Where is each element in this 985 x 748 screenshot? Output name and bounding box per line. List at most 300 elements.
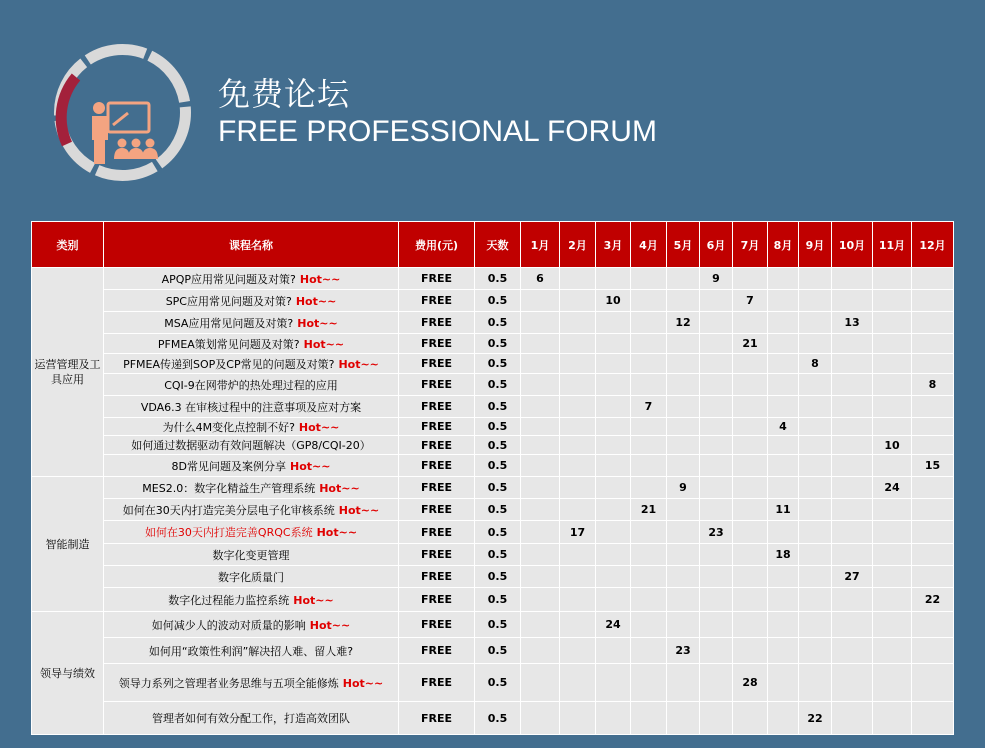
fee-cell: FREE (399, 396, 475, 418)
month-date-cell (631, 588, 667, 612)
month-date-cell (912, 312, 954, 334)
fee-cell: FREE (399, 477, 475, 499)
course-name: 管理者如何有效分配工作，打造高效团队 (152, 712, 350, 725)
hot-badge: Hot~~ (295, 294, 337, 308)
month-date-cell: 24 (873, 477, 912, 499)
month-date-cell (521, 664, 560, 702)
month-date-cell (667, 664, 700, 702)
column-header: 8月 (768, 222, 799, 268)
days-cell: 0.5 (475, 436, 521, 455)
fee-cell: FREE (399, 499, 475, 521)
column-header: 12月 (912, 222, 954, 268)
month-date-cell (733, 566, 768, 588)
month-date-cell (631, 418, 667, 436)
hot-badge: Hot~~ (309, 618, 351, 632)
month-date-cell: 12 (667, 312, 700, 334)
month-date-cell (596, 374, 631, 396)
month-date-cell (768, 354, 799, 374)
month-date-cell (912, 544, 954, 566)
days-cell: 0.5 (475, 312, 521, 334)
month-date-cell (667, 544, 700, 566)
month-date-cell (700, 455, 733, 477)
month-date-cell (799, 312, 832, 334)
course-name-cell (104, 396, 399, 418)
month-date-cell: 21 (733, 334, 768, 354)
days-cell: 0.5 (475, 612, 521, 638)
month-date-cell (667, 290, 700, 312)
month-date-cell (560, 374, 596, 396)
month-date-cell (733, 268, 768, 290)
month-date-cell (799, 544, 832, 566)
column-header: 1月 (521, 222, 560, 268)
month-date-cell (631, 544, 667, 566)
course-name: PFMEA传递到SOP及CP常见的问题及对策? (123, 357, 335, 371)
month-date-cell (560, 612, 596, 638)
table-row (32, 638, 954, 664)
fee-cell: FREE (399, 290, 475, 312)
month-date-cell (832, 638, 873, 664)
course-name: 如何在30天内打造完善QRQC系统 (144, 526, 313, 539)
month-date-cell (521, 436, 560, 455)
month-date-cell: 8 (799, 354, 832, 374)
table-header-row (32, 222, 954, 268)
month-date-cell (667, 566, 700, 588)
month-date-cell (596, 312, 631, 334)
course-name-cell (104, 354, 399, 374)
month-date-cell (912, 354, 954, 374)
fee-cell: FREE (399, 566, 475, 588)
month-date-cell (768, 268, 799, 290)
course-name: MSA应用常见问题及对策? (164, 316, 294, 330)
month-date-cell: 7 (733, 290, 768, 312)
month-date-cell (832, 702, 873, 735)
days-cell: 0.5 (475, 374, 521, 396)
month-date-cell (832, 477, 873, 499)
month-date-cell (596, 544, 631, 566)
month-date-cell (768, 334, 799, 354)
hot-badge: Hot~~ (338, 357, 379, 371)
month-date-cell (521, 290, 560, 312)
fee-cell: FREE (399, 702, 475, 735)
month-date-cell (912, 702, 954, 735)
month-date-cell (700, 566, 733, 588)
month-date-cell (667, 702, 700, 735)
month-date-cell (700, 477, 733, 499)
month-date-cell (521, 499, 560, 521)
month-date-cell (832, 396, 873, 418)
days-cell: 0.5 (475, 290, 521, 312)
month-date-cell (700, 588, 733, 612)
month-date-cell (873, 334, 912, 354)
fee-cell: FREE (399, 664, 475, 702)
month-date-cell (873, 312, 912, 334)
course-name-cell (104, 374, 399, 396)
course-name: PFMEA策划常见问题及对策? (157, 337, 300, 351)
month-date-cell (700, 544, 733, 566)
month-date-cell (873, 396, 912, 418)
fee-cell: FREE (399, 334, 475, 354)
month-date-cell (700, 664, 733, 702)
hot-badge: Hot~~ (299, 272, 341, 286)
presentation-icon (50, 40, 195, 185)
category-cell: 智能制造 (32, 477, 104, 612)
month-date-cell (596, 396, 631, 418)
month-date-cell (667, 374, 700, 396)
table-row (32, 418, 954, 436)
course-name: VDA6.3 在审核过程中的注意事项及应对方案 (140, 400, 362, 414)
course-name: MES2.0：数字化精益生产管理系统 (142, 481, 316, 495)
month-date-cell (912, 664, 954, 702)
month-date-cell (912, 290, 954, 312)
month-date-cell (873, 374, 912, 396)
fee-cell: FREE (399, 418, 475, 436)
month-date-cell (631, 664, 667, 702)
table-row (32, 312, 954, 334)
month-date-cell (631, 268, 667, 290)
month-date-cell (631, 566, 667, 588)
month-date-cell (768, 312, 799, 334)
fee-cell: FREE (399, 544, 475, 566)
month-date-cell (799, 521, 832, 544)
course-name-cell (104, 612, 399, 638)
course-name: SPC应用常见问题及对策? (165, 294, 292, 308)
month-date-cell (799, 334, 832, 354)
month-date-cell (521, 418, 560, 436)
month-date-cell: 17 (560, 521, 596, 544)
fee-cell: FREE (399, 268, 475, 290)
course-name-cell (104, 312, 399, 334)
page-title-block (218, 76, 657, 150)
month-date-cell (631, 612, 667, 638)
course-name: 如何通过数据驱动有效问题解决（GP8/CQI-20） (131, 439, 371, 452)
hot-badge: Hot~~ (342, 676, 384, 690)
course-name: 数字化过程能力监控系统 (168, 593, 290, 607)
column-header: 10月 (832, 222, 873, 268)
month-date-cell (799, 664, 832, 702)
month-date-cell (832, 268, 873, 290)
course-name-cell (104, 702, 399, 735)
month-date-cell (799, 268, 832, 290)
month-date-cell (667, 436, 700, 455)
month-date-cell (873, 638, 912, 664)
month-date-cell (667, 268, 700, 290)
month-date-cell: 23 (667, 638, 700, 664)
month-date-cell (560, 664, 596, 702)
days-cell: 0.5 (475, 638, 521, 664)
course-name-cell (104, 455, 399, 477)
course-name: APQP应用常见问题及对策? (161, 272, 296, 286)
hot-badge: Hot~~ (316, 526, 358, 539)
month-date-cell: 9 (700, 268, 733, 290)
column-header: 9月 (799, 222, 832, 268)
month-date-cell (560, 418, 596, 436)
table-row (32, 566, 954, 588)
course-schedule-table (31, 221, 954, 735)
month-date-cell: 10 (873, 436, 912, 455)
month-date-cell (521, 612, 560, 638)
month-date-cell (596, 521, 631, 544)
page-title-en: FREE PROFESSIONAL FORUM (218, 115, 657, 148)
month-date-cell (700, 374, 733, 396)
month-date-cell: 7 (631, 396, 667, 418)
table-row (32, 374, 954, 396)
table-row (32, 588, 954, 612)
month-date-cell (560, 290, 596, 312)
month-date-cell (521, 544, 560, 566)
month-date-cell (912, 334, 954, 354)
column-header: 天数 (475, 222, 521, 268)
fee-cell: FREE (399, 638, 475, 664)
month-date-cell (596, 499, 631, 521)
month-date-cell (733, 354, 768, 374)
month-date-cell (768, 702, 799, 735)
month-date-cell (631, 521, 667, 544)
hot-badge: Hot~~ (298, 420, 340, 434)
table-row (32, 477, 954, 499)
table-row (32, 521, 954, 544)
hot-badge: Hot~~ (290, 459, 331, 473)
month-date-cell (560, 638, 596, 664)
month-date-cell (873, 612, 912, 638)
month-date-cell (596, 664, 631, 702)
month-date-cell (768, 436, 799, 455)
month-date-cell (799, 638, 832, 664)
month-date-cell (873, 418, 912, 436)
column-header: 4月 (631, 222, 667, 268)
table-row (32, 268, 954, 290)
month-date-cell (912, 396, 954, 418)
month-date-cell: 9 (667, 477, 700, 499)
month-date-cell (560, 312, 596, 334)
month-date-cell (832, 612, 873, 638)
month-date-cell (521, 521, 560, 544)
month-date-cell (521, 566, 560, 588)
month-date-cell (768, 566, 799, 588)
month-date-cell (733, 544, 768, 566)
hot-badge: Hot~~ (297, 316, 338, 330)
days-cell: 0.5 (475, 664, 521, 702)
month-date-cell (733, 312, 768, 334)
category-cell: 领导与绩效 (32, 612, 104, 735)
month-date-cell (631, 436, 667, 455)
month-date-cell (733, 702, 768, 735)
month-date-cell (799, 455, 832, 477)
month-date-cell: 6 (521, 268, 560, 290)
column-header: 11月 (873, 222, 912, 268)
month-date-cell: 24 (596, 612, 631, 638)
course-name: 为什么4M变化点控制不好? (162, 420, 295, 434)
month-date-cell (700, 702, 733, 735)
month-date-cell (873, 702, 912, 735)
month-date-cell (560, 499, 596, 521)
month-date-cell (596, 436, 631, 455)
month-date-cell (700, 312, 733, 334)
column-header: 费用(元) (399, 222, 475, 268)
days-cell: 0.5 (475, 334, 521, 354)
month-date-cell (560, 544, 596, 566)
forum-logo (50, 40, 195, 185)
month-date-cell (700, 612, 733, 638)
hot-badge: Hot~~ (303, 337, 345, 351)
month-date-cell (832, 664, 873, 702)
month-date-cell: 21 (631, 499, 667, 521)
month-date-cell (832, 588, 873, 612)
fee-cell: FREE (399, 612, 475, 638)
month-date-cell (700, 334, 733, 354)
month-date-cell (733, 374, 768, 396)
days-cell: 0.5 (475, 396, 521, 418)
month-date-cell: 13 (832, 312, 873, 334)
month-date-cell: 4 (768, 418, 799, 436)
course-name-cell (104, 499, 399, 521)
table-row (32, 334, 954, 354)
course-name-cell (104, 290, 399, 312)
month-date-cell (560, 396, 596, 418)
month-date-cell (560, 477, 596, 499)
month-date-cell (832, 290, 873, 312)
month-date-cell (799, 588, 832, 612)
month-date-cell (700, 418, 733, 436)
month-date-cell (768, 455, 799, 477)
days-cell: 0.5 (475, 477, 521, 499)
month-date-cell (912, 499, 954, 521)
table-row (32, 612, 954, 638)
month-date-cell (873, 455, 912, 477)
column-header: 2月 (560, 222, 596, 268)
month-date-cell (873, 354, 912, 374)
month-date-cell (521, 312, 560, 334)
month-date-cell (700, 638, 733, 664)
month-date-cell (799, 566, 832, 588)
month-date-cell (733, 436, 768, 455)
table-row (32, 499, 954, 521)
course-name: 8D常见问题及案例分享 (171, 459, 286, 473)
month-date-cell (596, 702, 631, 735)
course-name: 如何在30天内打造完美分层电子化审核系统 (122, 503, 335, 517)
days-cell: 0.5 (475, 354, 521, 374)
month-date-cell (667, 418, 700, 436)
month-date-cell (596, 588, 631, 612)
month-date-cell (667, 588, 700, 612)
month-date-cell (667, 499, 700, 521)
month-date-cell (768, 521, 799, 544)
course-name: CQI-9在网带炉的热处理过程的应用 (164, 378, 338, 392)
month-date-cell (631, 477, 667, 499)
column-header: 课程名称 (104, 222, 399, 268)
month-date-cell (799, 436, 832, 455)
hot-badge: Hot~~ (293, 593, 334, 607)
month-date-cell (521, 477, 560, 499)
hot-badge: Hot~~ (338, 503, 380, 517)
month-date-cell (521, 374, 560, 396)
fee-cell: FREE (399, 436, 475, 455)
table-row (32, 290, 954, 312)
month-date-cell (667, 354, 700, 374)
month-date-cell (667, 396, 700, 418)
month-date-cell (873, 290, 912, 312)
month-date-cell (667, 455, 700, 477)
days-cell: 0.5 (475, 588, 521, 612)
month-date-cell (521, 354, 560, 374)
month-date-cell (521, 334, 560, 354)
course-name-cell (104, 436, 399, 455)
column-header: 6月 (700, 222, 733, 268)
table-row (32, 664, 954, 702)
month-date-cell (873, 566, 912, 588)
month-date-cell: 10 (596, 290, 631, 312)
column-header: 7月 (733, 222, 768, 268)
month-date-cell (733, 638, 768, 664)
month-date-cell (560, 702, 596, 735)
month-date-cell (560, 588, 596, 612)
course-name-cell (104, 544, 399, 566)
month-date-cell (768, 374, 799, 396)
month-date-cell (700, 499, 733, 521)
month-date-cell (912, 436, 954, 455)
month-date-cell (832, 334, 873, 354)
month-date-cell (832, 436, 873, 455)
month-date-cell: 8 (912, 374, 954, 396)
month-date-cell (700, 396, 733, 418)
month-date-cell (799, 477, 832, 499)
month-date-cell (733, 588, 768, 612)
days-cell: 0.5 (475, 418, 521, 436)
course-name-cell (104, 477, 399, 499)
days-cell: 0.5 (475, 268, 521, 290)
month-date-cell (596, 334, 631, 354)
hot-badge: Hot~~ (319, 481, 360, 495)
month-date-cell (832, 499, 873, 521)
month-date-cell: 15 (912, 455, 954, 477)
month-date-cell (700, 436, 733, 455)
month-date-cell (560, 354, 596, 374)
month-date-cell (873, 521, 912, 544)
month-date-cell (768, 612, 799, 638)
month-date-cell: 27 (832, 566, 873, 588)
month-date-cell (733, 499, 768, 521)
month-date-cell (799, 396, 832, 418)
month-date-cell (667, 521, 700, 544)
month-date-cell (912, 477, 954, 499)
month-date-cell (631, 290, 667, 312)
course-name-cell (104, 638, 399, 664)
month-date-cell (700, 290, 733, 312)
month-date-cell (667, 334, 700, 354)
fee-cell: FREE (399, 588, 475, 612)
month-date-cell (631, 312, 667, 334)
month-date-cell (560, 334, 596, 354)
month-date-cell (912, 418, 954, 436)
month-date-cell (912, 521, 954, 544)
month-date-cell: 23 (700, 521, 733, 544)
month-date-cell (832, 544, 873, 566)
month-date-cell: 28 (733, 664, 768, 702)
month-date-cell (596, 566, 631, 588)
month-date-cell (631, 354, 667, 374)
month-date-cell (832, 521, 873, 544)
month-date-cell (596, 477, 631, 499)
course-name-cell (104, 566, 399, 588)
days-cell: 0.5 (475, 521, 521, 544)
month-date-cell (521, 396, 560, 418)
month-date-cell (873, 268, 912, 290)
month-date-cell (560, 566, 596, 588)
month-date-cell (733, 612, 768, 638)
month-date-cell (912, 268, 954, 290)
month-date-cell (733, 418, 768, 436)
month-date-cell (799, 374, 832, 396)
month-date-cell (832, 455, 873, 477)
